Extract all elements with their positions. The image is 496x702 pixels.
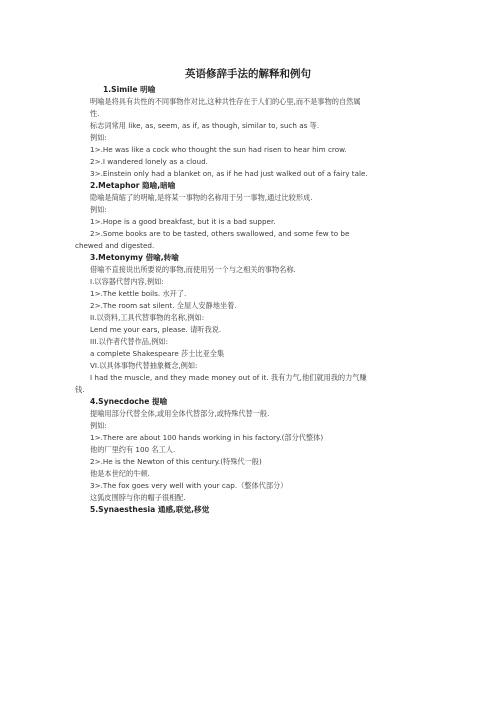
section-heading-simile: 1.Simile 明喻 xyxy=(103,85,156,94)
section-heading-synaesthesia: 5.Synaesthesia 通感,联觉,移觉 xyxy=(90,505,210,514)
document-title: 英语修辞手法的解释和例句 xyxy=(185,68,311,80)
example-line: 这狐皮围脖与你的帽子很相配. xyxy=(90,493,186,502)
section-heading-metonymy: 3.Metonymy 借喻,转喻 xyxy=(90,253,179,262)
text-line: 例如: xyxy=(90,133,107,142)
section-heading-synecdoche: 4.Synecdoche 提喻 xyxy=(90,397,168,406)
text-line: 提喻用部分代替全体,或用全体代替部分,或特殊代替一般. xyxy=(90,409,270,418)
text-line: 明喻是将具有共性的不同事物作对比,这种共性存在于人们的心里,而不是事物的自然属 xyxy=(90,97,361,106)
example-line: 1>.He was like a cock who thought the sun had risen to hear him crow. xyxy=(90,145,347,154)
example-line: 3>.The fox goes very well with your cap.（整体代部分） xyxy=(90,481,288,490)
text-line: 例如: xyxy=(90,205,107,214)
example-line: 2>.He is the Newton of this century.(特殊代一般) xyxy=(90,457,262,466)
example-line: 他是本世纪的牛顿. xyxy=(90,469,150,478)
example-line: 他的厂里约有 100 名工人. xyxy=(90,445,176,454)
text-line: 标志词常用 like, as, seem, as if, as though, similar to, such as 等. xyxy=(90,121,320,130)
example-line: Lend me your ears, please. 请听我说. xyxy=(90,325,222,334)
example-line: 3>.Einstein only had a blanket on, as if he had just walked out of a fairy tale. xyxy=(90,169,368,178)
example-line: 2>.I wandered lonely as a cloud. xyxy=(90,157,208,166)
text-line: VI.以具体事物代替抽象概念,例如: xyxy=(90,361,198,370)
example-line: 1>.The kettle boils. 水开了. xyxy=(90,289,187,298)
example-line: 2>.Some books are to be tasted, others swallowed, and some few to be xyxy=(90,229,350,238)
text-line: III.以作者代替作品,例如: xyxy=(90,337,169,346)
section-heading-metaphor: 2.Metaphor 隐喻,暗喻 xyxy=(90,181,176,190)
text-line: 隐喻是简缩了的明喻,是将某一事物的名称用于另一事物,通过比较形成. xyxy=(90,193,313,202)
text-line: I.以容器代替内容,例如: xyxy=(90,277,164,286)
text-line: 借喻不直接说出所要说的事物,而使用另一个与之相关的事物名称. xyxy=(90,265,296,274)
example-line: I had the muscle, and they made money out of it. 我有力气,他们就用我的力气赚 xyxy=(90,373,367,382)
text-line: 例如: xyxy=(90,421,107,430)
text-line: 性. xyxy=(90,109,100,118)
example-line: a complete Shakespeare 莎士比亚全集 xyxy=(90,349,225,358)
example-line: 2>.The room sat silent. 全屋人安静地坐着. xyxy=(90,301,237,310)
example-line: chewed and digested. xyxy=(75,241,155,250)
example-line: 钱. xyxy=(75,385,85,394)
example-line: 1>.There are about 100 hands working in his factory.(部分代整体) xyxy=(90,433,324,442)
example-line: 1>.Hope is a good breakfast, but it is a bad supper. xyxy=(90,217,276,226)
text-line: II.以资料,工具代替事物的名称,例如: xyxy=(90,313,205,322)
